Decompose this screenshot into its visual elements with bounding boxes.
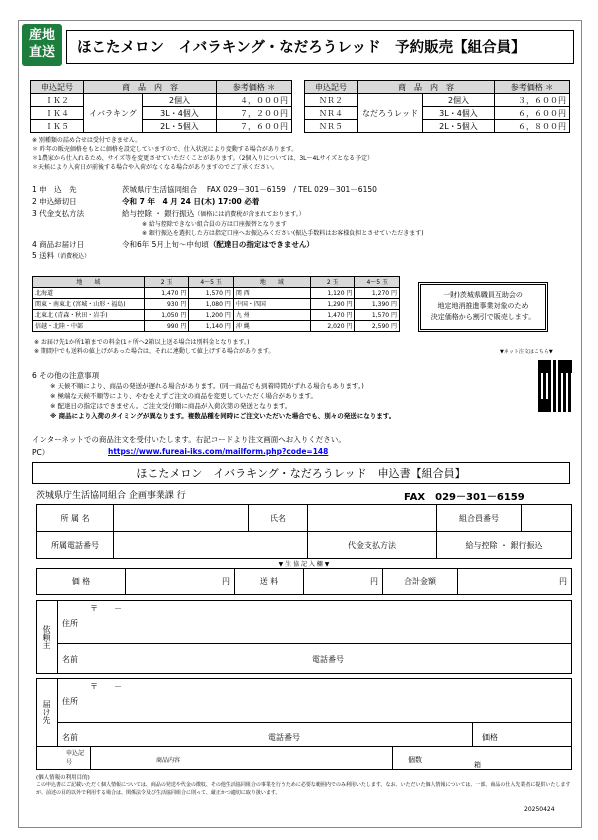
product-content-label: 商品内容 [156,757,181,764]
product-table-left [30,80,292,133]
product-code: ＮＲ２ [305,94,358,107]
price-unit[interactable]: 円 [126,569,235,595]
dept-label: 所 属 名 [37,505,114,532]
price-row [36,568,572,595]
origin-badge [22,24,62,66]
order-form-link[interactable]: https://www.fureai-iks.com/mailform.php?code=148 [108,447,329,456]
product-content: 3L・4個入 [423,107,495,120]
product-content: 2L・5個入 [143,120,217,133]
product-code: ＩＫ４ [31,107,84,120]
info-line: 決定価格から割引で販売します。 [430,313,536,321]
ship-cell: 九 州 [233,310,310,321]
total-unit[interactable]: 円 [458,569,572,595]
note-line: ＊1農家から仕入れるため、サイズ等を変更させていただくことがあります。（2個入りについては、3L〜4Lサイズとなる予定） [32,155,374,162]
recipient-price-label: 価格 [482,733,498,742]
info-line: 地定地消推進事業対象のため [437,302,529,310]
form-title: ほこたメロン イバラキング・なだろうレッド 申込書【組合員】 [32,462,570,484]
ship-cell: 信越・北陸・中部 [33,321,145,332]
other-note: ※ 商品により入荷のタイミングが異なります。複数品種を同時にご注文いただいた場合でも、別々の発送になります。 [50,412,396,420]
item4-label: 4 商品お届け日 [32,240,85,249]
info-line: 一財)茨城県職員互助会の [443,291,523,299]
other-label: 6 その他の注意事項 [32,371,100,380]
divider [58,722,572,723]
ship-cell: 沖 縄 [233,321,310,332]
dept-phone-field[interactable] [114,532,308,559]
product-content: 3L・4個入 [143,107,217,120]
sender-name-label: 名前 [62,655,78,664]
divider [36,746,572,747]
col-content: 商 品 内 容 [84,81,217,94]
note-line: ＊天候により入荷日が前後する場合や入荷がなくなる場合がありますのでご了承ください。 [32,164,279,171]
item3-note: （価格には消費税が含まれております。） [194,211,305,218]
product-table-right [304,80,570,133]
col-price: 参考価格 ＊ [217,81,292,94]
item5-note: （消費税込） [54,253,91,260]
shipping-table [32,276,400,332]
product-code: ＮＲ４ [305,107,358,120]
product-name: イバラキング [84,94,143,133]
ship-cell: 2,590 円 [355,321,400,332]
ship-cell: 1,570 円 [189,288,234,299]
ship-cell: 990 円 [144,321,189,332]
price-label: 価 格 [37,569,126,595]
item2-label: 2 申込締切日 [32,197,77,206]
ship-header: 4〜5 玉 [355,277,400,288]
recipient-label: 届け先 [36,678,58,746]
member-info-table [36,504,572,559]
ship-header: 2 玉 [144,277,189,288]
item3-sub2: ※ 銀行振込を選択した方は指定口座へお振込みください(振込手数料はお客様負担とさせていただきます) [142,230,424,237]
discount-info-box [418,282,548,332]
product-price: ６，６００円 [495,107,570,120]
shipping-notes [34,338,414,356]
ship-cell: 関東・南東北 (宮城・山形・福島) [33,299,145,310]
privacy-title: (個人情報の利用目的) [36,775,90,781]
col-price: 参考価格 ＊ [495,81,570,94]
recipient-name-label: 名前 [62,733,78,742]
divider [392,746,393,770]
product-code: ＩＫ２ [31,94,84,107]
recipient-postal[interactable]: 〒 － [90,682,122,691]
apply-code-label: 申込記号 [66,750,85,766]
ship-cell: 1,570 円 [355,310,400,321]
note-line: ※ お届け先1か所1箱までの料金(1ヶ所へ2箱以上送る場合は別料金となります。) [34,339,250,346]
qr-code[interactable] [538,360,572,412]
qr-caption: ▼ネット注文はこちら▼ [500,349,553,355]
item2-value: 令和 7 年 4 月 24 日(木) 17:00 必着 [122,197,260,206]
ship-header: 地 域 [233,277,310,288]
divider [472,722,473,746]
internet-line: インターネットでの商品注文を受付いたします。右記コードより注文画面へお入りください。 [32,435,346,444]
qty-label: 個数 [408,756,422,764]
ship-cell: 1,120 円 [310,288,355,299]
ship-header: 地 域 [33,277,145,288]
item5-label: 5 送料 [32,251,55,260]
other-note: ※ 配達日の指定はできません。ご注文受付順に商品が入荷次第の発送となります。 [50,402,292,410]
ship-cell: 2,020 円 [310,321,355,332]
item4-note: （配達日の指定はできません） [208,240,314,249]
member-number-field[interactable] [522,505,572,532]
ship-cell: 北東北 (青森・秋田・岩手) [33,310,145,321]
pc-label: PC） [32,448,50,457]
recipient-phone-label: 電話番号 [268,733,300,742]
shipping-label: 送 料 [235,569,304,595]
ship-cell: 関 西 [233,288,310,299]
item3-sub1: ※ 給与控除できない組合員の方は口座振替となります [142,221,287,228]
dept-phone-label: 所属電話番号 [37,532,114,559]
item1-label: 1 申 込 先 [32,185,77,194]
dept-field[interactable] [114,505,249,532]
note-line: ＊ 昨年の販売価格をもとに価格を設定していますので、仕入状況により変動する場合があります。 [32,146,298,153]
ship-header: 2 玉 [310,277,355,288]
sender-postal[interactable]: 〒 － [90,604,122,613]
ship-cell: 1,080 円 [189,299,234,310]
ship-cell: 930 円 [144,299,189,310]
col-code: 申込記号 [305,81,358,94]
ship-cell: 1,050 円 [144,310,189,321]
ship-cell: 1,470 円 [144,288,189,299]
ship-header: 4〜5 玉 [189,277,234,288]
recipient-address-label: 住所 [62,697,78,706]
ship-cell: 1,140 円 [189,321,234,332]
note-line: ※ 期間中でも送料の値上げがあった場合は、それに連動して値上げする場合があります。 [34,348,275,355]
product-content: 2L・5個入 [423,120,495,133]
other-note: ※ 極端な天候不順等により、やむをえずご注文の商品を変更していただく場合があります。 [50,392,317,400]
name-field[interactable] [308,505,437,532]
sender-phone-label: 電話番号 [312,655,344,664]
order-details [32,184,572,262]
box-label: 箱 [474,761,481,769]
product-price: ７，６００円 [217,120,292,133]
badge-line2: 直送 [28,45,55,60]
item4-value: 令和6年 5月上旬～中旬頃 [122,240,209,249]
product-code: ＩＫ５ [31,120,84,133]
col-content: 商 品 内 容 [358,81,495,94]
ship-cell: 1,200 円 [189,310,234,321]
form-fax: FAX 029－301－6159 [404,492,525,503]
divider [58,643,572,644]
payment-label: 代金支払方法 [308,532,437,559]
form-org: 茨城県庁生活協同組合 企画事業課 行 [36,491,186,501]
sender-address-label: 住所 [62,619,78,628]
note-line: ※ 別種類の詰め合せは受付できません。 [32,137,142,144]
product-price: ４，０００円 [217,94,292,107]
date-code: 20250424 [524,806,555,813]
ship-cell: 中国・四国 [233,299,310,310]
coop-section-label: ▼ 生 協 記 入 欄 ▼ [278,561,330,568]
product-content: 2個入 [423,94,495,107]
ship-cell: 北海道 [33,288,145,299]
page-title: ほこたメロン イバラキング・なだろうレッド 予約販売【組合員】 [66,30,574,64]
member-number-label: 組合員番号 [437,505,522,532]
privacy-text: この申込書にご記載いただく個人情報については、商品の発送や代金の徴収、その他生活協同組合の事業を行うために必要な範囲内でのみ利用いたします。なお、いただいた個人情報については、一部、商品の仕入先業者に提供いたしますが、前述の目的以外で利用する場合は、関係法令及び生活協同組合に則って、厳正かつ適切に取り扱います。 [36,782,571,796]
ship-cell: 1,390 円 [355,299,400,310]
payment-options[interactable]: 給与控除 ・ 銀行振込 [437,532,572,559]
item3-value: 給与控除 ・ 銀行振込 [122,209,195,218]
product-price: ７，２００円 [217,107,292,120]
shipping-unit[interactable]: 円 [304,569,383,595]
item1-value: 茨城県庁生活協同組合 FAX 029－301－6159 / TEL 029－301－6150 [122,185,377,194]
ship-cell: 1,470 円 [310,310,355,321]
total-label: 合計金額 [383,569,458,595]
item3-label: 3 代金支払方法 [32,209,85,218]
product-price: ６，８００円 [495,120,570,133]
other-note: ※ 天候不順により、商品の発送が遅れる場合があります。(同一商品でも到着時間がずれる場合もあります。) [50,382,364,390]
name-label: 氏名 [249,505,308,532]
divider [90,746,91,770]
product-content: 2個入 [143,94,217,107]
top-notes [32,136,572,172]
product-code: ＮＲ５ [305,120,358,133]
ship-cell: 1,290 円 [310,299,355,310]
badge-line1: 産地 [28,28,55,43]
ship-cell: 1,270 円 [355,288,400,299]
product-name: なだろうレッド [358,94,423,133]
product-price: ３，６００円 [495,94,570,107]
col-code: 申込記号 [31,81,84,94]
other-notes [32,370,532,421]
sender-label: 依頼主 [36,600,58,674]
